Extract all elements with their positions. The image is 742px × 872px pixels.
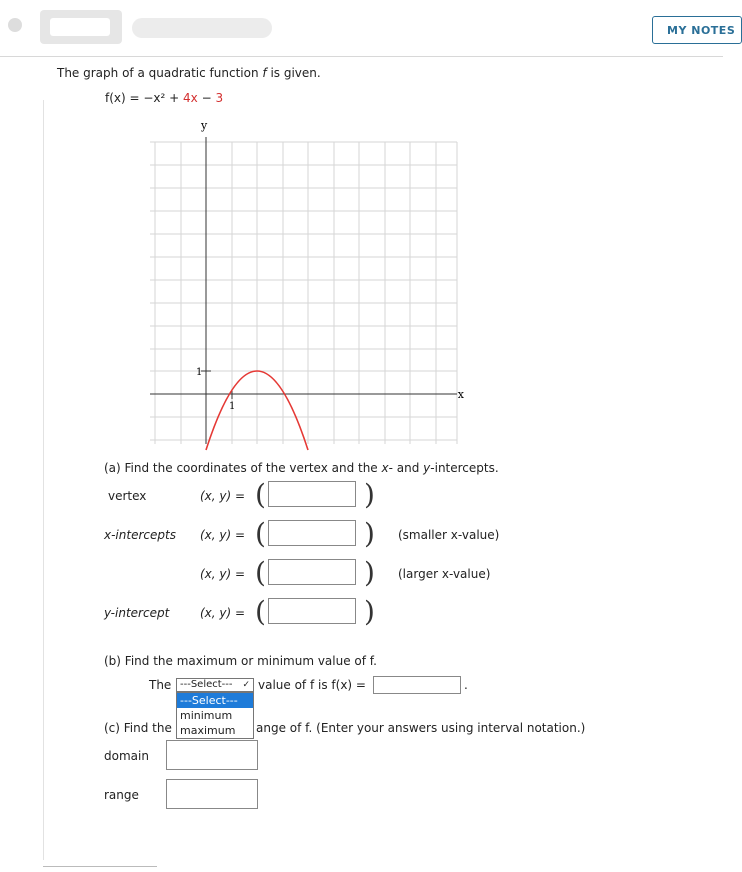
redacted-title xyxy=(132,18,272,38)
quadratic-graph xyxy=(145,115,465,450)
xint1-xy-label: (x, y) = xyxy=(200,528,246,542)
open-paren: ( xyxy=(255,517,266,550)
yint-xy-label: (x, y) = xyxy=(200,606,246,620)
open-paren: ( xyxy=(255,595,266,628)
y-intercept-input[interactable] xyxy=(268,598,356,624)
x-intercepts-label: x-intercepts xyxy=(104,528,176,542)
part-c-prompt-end: ange of f. (Enter your answers using interval notation.) xyxy=(256,721,586,735)
fx-value-input[interactable] xyxy=(373,676,461,694)
range-input[interactable] xyxy=(166,779,258,809)
option-select[interactable]: ---Select--- xyxy=(177,693,253,708)
x-intercept-smaller-input[interactable] xyxy=(268,520,356,546)
value-of-f-label: value of f is f(x) = xyxy=(258,678,366,692)
top-bar xyxy=(0,0,736,57)
x-tick-label: 1 xyxy=(229,401,236,412)
part-a-prompt: (a) Find the coordinates of the vertex and the x- and y-intercepts. xyxy=(104,461,499,475)
range-label: range xyxy=(104,788,139,802)
function-definition: f(x) = −x² + 4x − 3 xyxy=(105,91,224,105)
close-paren: ) xyxy=(364,478,375,511)
domain-label: domain xyxy=(104,749,149,763)
my-notes-button[interactable]: MY NOTES xyxy=(652,16,742,44)
problem-intro: The graph of a quadratic function f is given. xyxy=(57,66,321,80)
redacted-logo xyxy=(40,10,122,44)
open-paren: ( xyxy=(255,478,266,511)
period: . xyxy=(464,678,468,692)
open-paren: ( xyxy=(255,556,266,589)
left-border xyxy=(43,100,44,860)
part-b-prompt: (b) Find the maximum or minimum value of f. xyxy=(104,654,377,668)
bottom-border xyxy=(43,866,157,867)
max-min-dropdown xyxy=(176,692,254,739)
y-axis-label: y xyxy=(201,119,208,132)
the-label: The xyxy=(149,678,172,692)
close-paren: ) xyxy=(364,595,375,628)
vertex-label: vertex xyxy=(108,489,147,503)
part-c-prompt-start: (c) Find the xyxy=(104,721,172,735)
domain-input[interactable] xyxy=(166,740,258,770)
chevron-down-icon: ✓ xyxy=(242,680,250,690)
close-paren: ) xyxy=(364,556,375,589)
vertex-input[interactable] xyxy=(268,481,356,507)
smaller-x-note: (smaller x-value) xyxy=(398,528,500,542)
option-minimum[interactable]: minimum xyxy=(180,709,233,722)
close-paren: ) xyxy=(364,517,375,550)
x-axis-label: x xyxy=(457,388,464,401)
vertex-xy-label: (x, y) = xyxy=(200,489,246,503)
y-tick-label: 1 xyxy=(196,367,203,378)
redacted-icon xyxy=(8,18,22,32)
x-intercept-larger-input[interactable] xyxy=(268,559,356,585)
grid xyxy=(150,142,457,444)
larger-x-note: (larger x-value) xyxy=(398,567,491,581)
max-min-select[interactable]: ---Select--- ✓ xyxy=(176,678,254,692)
xint2-xy-label: (x, y) = xyxy=(200,567,246,581)
option-maximum[interactable]: maximum xyxy=(180,724,236,737)
y-intercept-label: y-intercept xyxy=(104,606,170,620)
